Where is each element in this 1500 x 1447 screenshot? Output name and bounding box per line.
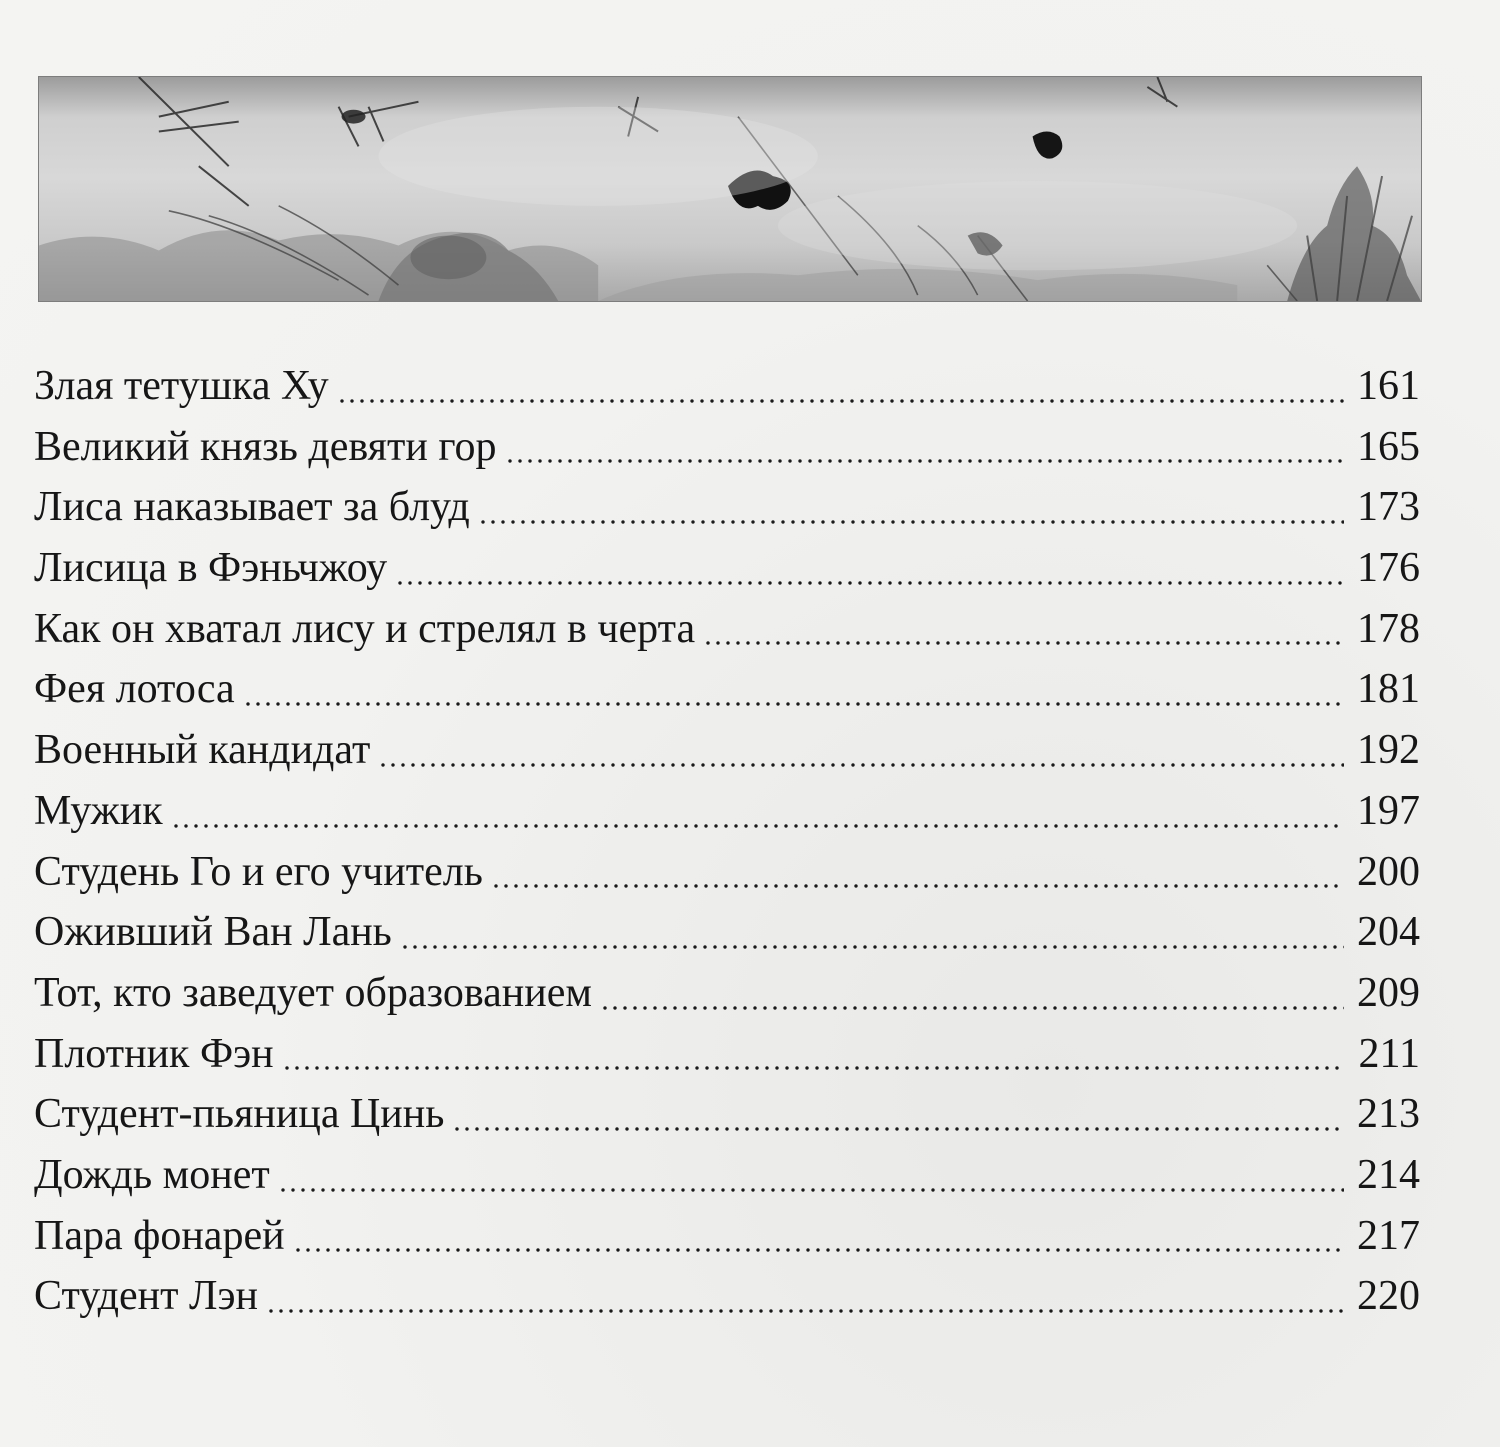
- toc-entry-page-number: 165: [1357, 423, 1420, 470]
- dot-leader: [282, 1066, 1344, 1070]
- toc-entry-page-number: 197: [1357, 787, 1420, 834]
- dot-leader: [293, 1248, 1344, 1252]
- dot-leader: [491, 884, 1344, 888]
- toc-entry: [34, 1145, 1420, 1206]
- toc-entry-title: Студень Го и его учитель: [34, 848, 483, 895]
- toc-entry-title: Оживший Ван Лань: [34, 909, 392, 956]
- toc-entry: [34, 720, 1420, 781]
- toc-entry-page-number: 211: [1358, 1030, 1420, 1077]
- ink-painting-insects-and-plants: [39, 77, 1421, 301]
- toc-entry: [34, 1266, 1420, 1327]
- toc-entry: [34, 781, 1420, 842]
- toc-entry: [34, 902, 1420, 963]
- toc-entry-title: Дождь монет: [34, 1151, 270, 1198]
- toc-entry-title: Лиса наказывает за блуд: [34, 484, 470, 531]
- toc-entry: [34, 1024, 1420, 1085]
- toc-entry: [34, 538, 1420, 599]
- dot-leader: [478, 520, 1344, 524]
- dot-leader: [505, 459, 1344, 463]
- toc-entry-title: Лисица в Фэньчжоу: [34, 545, 388, 592]
- toc-entry-page-number: 173: [1357, 484, 1420, 531]
- toc-entry-page-number: 214: [1357, 1151, 1420, 1198]
- dot-leader: [395, 581, 1344, 585]
- dot-leader: [171, 824, 1344, 828]
- toc-entry: [34, 356, 1420, 417]
- toc-entry-title: Злая тетушка Ху: [34, 363, 329, 409]
- toc-entry-page-number: 204: [1357, 909, 1420, 956]
- toc-entry-page-number: 220: [1357, 1273, 1420, 1320]
- toc-entry: [34, 963, 1420, 1024]
- toc-entry-page-number: 213: [1357, 1091, 1420, 1138]
- toc-entry-title: Как он хватал лису и стрелял в черта: [34, 605, 696, 652]
- toc-entry-page-number: 217: [1357, 1212, 1420, 1259]
- toc-entry-title: Фея лотоса: [34, 666, 235, 713]
- toc-entry-title: Мужик: [34, 787, 163, 834]
- toc-entry-page-number: 161: [1357, 363, 1420, 409]
- toc-entry: [34, 477, 1420, 538]
- toc-entry-title: Тот, кто заведует образованием: [34, 969, 592, 1016]
- toc-entry-title: Военный кандидат: [34, 727, 371, 774]
- dot-leader: [337, 399, 1344, 403]
- dot-leader: [703, 641, 1344, 645]
- dot-leader: [600, 1006, 1344, 1010]
- toc-entry-title: Великий князь девяти гор: [34, 423, 497, 470]
- dot-leader: [400, 945, 1344, 949]
- toc-entry: [34, 417, 1420, 478]
- header-illustration: [38, 76, 1422, 302]
- dot-leader: [452, 1127, 1344, 1131]
- toc-entry-page-number: 209: [1357, 969, 1420, 1016]
- toc-entry-page-number: 192: [1357, 727, 1420, 774]
- toc-entry: [34, 1206, 1420, 1267]
- toc-entry-title: Студент Лэн: [34, 1273, 258, 1320]
- toc-entry-title: Студент-пьяница Цинь: [34, 1091, 445, 1138]
- toc-entry-page-number: 181: [1357, 666, 1420, 713]
- toc-entry: [34, 659, 1420, 720]
- dot-leader: [378, 763, 1344, 767]
- toc-entry-page-number: 200: [1357, 848, 1420, 895]
- dot-leader: [278, 1188, 1344, 1192]
- toc-entry-title: Пара фонарей: [34, 1212, 285, 1259]
- dot-leader: [266, 1309, 1344, 1313]
- table-of-contents: [34, 356, 1420, 1327]
- toc-entry: [34, 599, 1420, 660]
- toc-entry-page-number: 178: [1357, 605, 1420, 652]
- toc-entry: [34, 842, 1420, 903]
- dot-leader: [243, 702, 1344, 706]
- toc-entry-page-number: 176: [1357, 545, 1420, 592]
- toc-entry-title: Плотник Фэн: [34, 1030, 274, 1077]
- toc-entry: [34, 1084, 1420, 1145]
